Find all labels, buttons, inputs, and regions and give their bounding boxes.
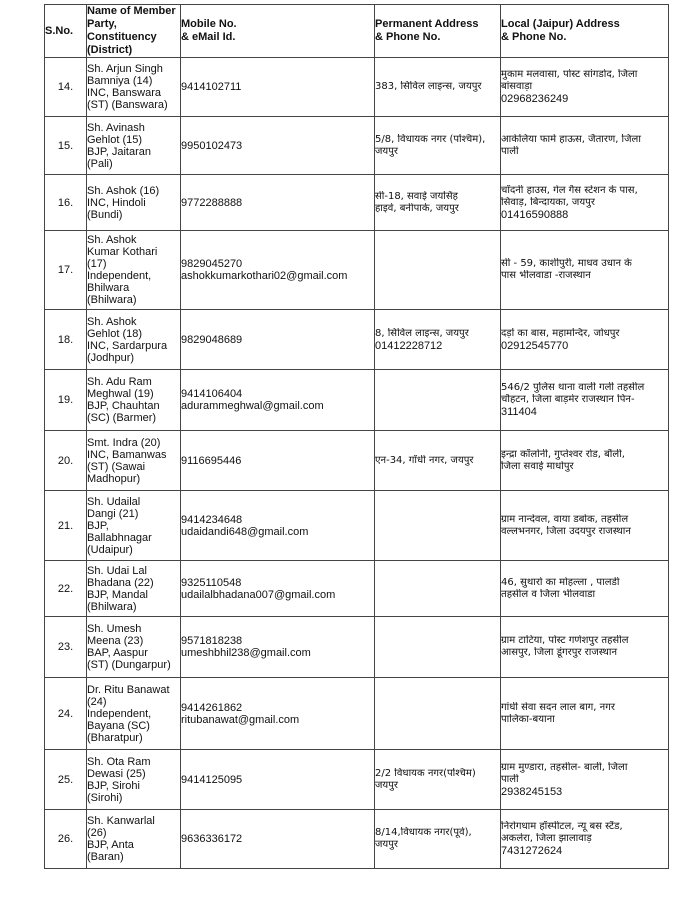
local-line: निरोगधाम हॉस्पीटल, न्यू बस स्टैंड, [501, 821, 623, 832]
header-local-line: & Phone No. [501, 31, 567, 43]
member-name-cell [87, 678, 181, 750]
permanent-address-cell [375, 617, 501, 678]
serial-number-cell: 24. [45, 678, 87, 750]
serial-number-cell: 22. [45, 561, 87, 617]
mobile-email-cell [181, 117, 375, 175]
name-line: BJP, Mandal [87, 588, 148, 601]
name-line: Independent, [87, 270, 152, 282]
local-line: गांधी सेवा सदन लाल बाग, नगर [501, 701, 615, 713]
local-line: पास भीलवाडा -राजस्थान [501, 270, 591, 281]
serial-number-cell: 20. [45, 431, 87, 491]
permanent-address-cell [375, 231, 501, 310]
name-line: Madhopur) [87, 472, 141, 485]
mobile-line: umeshbhil238@gmail.com [181, 647, 311, 659]
local-line: इन्द्रा कॉलोनी, गुप्तेश्वर रोड, बौंली, [501, 448, 625, 460]
name-line: Sh. Adu Ram [87, 376, 152, 388]
name-line: Independent, [87, 707, 152, 720]
perm-line: जयपुर [375, 839, 398, 850]
perm-line: 2/2 विधायक नगर(पश्चिम) [375, 767, 476, 779]
member-name-cell [87, 431, 181, 491]
name-line: Bhadana (22) [87, 576, 154, 589]
mobile-email-cell [181, 370, 375, 431]
name-line: Sh. Umesh [87, 623, 142, 635]
table-row [45, 231, 669, 310]
mobile-email-cell [181, 617, 375, 678]
name-line: Meghwal (19) [87, 388, 154, 400]
name-line: Ballabhnagar [87, 531, 152, 544]
name-line: INC, Banswara [87, 87, 161, 99]
mobile-line: 9116695446 [181, 454, 242, 467]
name-line: (26) [87, 827, 107, 839]
header-name [87, 5, 181, 58]
local-line: 7431272624 [501, 845, 563, 857]
members-table [44, 4, 669, 869]
name-line: Sh. Kanwarlal [87, 815, 155, 827]
name-line: (Bhilwara) [87, 600, 137, 613]
header-name-line: Constituency [87, 31, 157, 43]
permanent-address-cell [375, 750, 501, 810]
name-line: (24) [87, 695, 107, 708]
name-line: (17) [87, 258, 107, 270]
member-name-cell [87, 175, 181, 231]
permanent-address-cell [375, 58, 501, 117]
mobile-email-cell [181, 231, 375, 310]
name-line: Dewasi (25) [87, 767, 146, 780]
serial-number-cell: 19. [45, 370, 87, 431]
mobile-email-cell [181, 678, 375, 750]
perm-line: 383, सिविल लाइन्स, जयपुर [375, 81, 482, 92]
local-line: ग्राम टाटिया, पोस्ट गणेशपुर तहसील [501, 635, 629, 646]
name-line: BAP, Aaspur [87, 647, 148, 659]
mobile-email-cell [181, 810, 375, 869]
name-line: Dangi (21) [87, 507, 139, 520]
perm-line: जयपुर [375, 145, 398, 157]
member-name-cell [87, 810, 181, 869]
member-name-cell [87, 231, 181, 310]
name-line: Sh. Arjun Singh [87, 63, 163, 75]
table-row [45, 491, 669, 561]
mobile-email-cell [181, 175, 375, 231]
name-line: BJP, [87, 519, 109, 532]
name-line: Sh. Ashok [87, 315, 137, 328]
mobile-line: adurammeghwal@gmail.com [181, 400, 324, 412]
name-line: Gehlot (18) [87, 327, 143, 340]
name-line: Bhilwara [87, 282, 130, 294]
name-line: Bamniya (14) [87, 75, 153, 87]
name-line: Kumar Kothari [87, 246, 158, 258]
local-line: 311404 [501, 406, 537, 418]
mobile-email-cell [181, 491, 375, 561]
mobile-line: 9950102473 [181, 139, 243, 152]
local-address-cell [501, 370, 669, 431]
mobile-email-cell [181, 310, 375, 370]
member-name-cell [87, 617, 181, 678]
table-row [45, 175, 669, 231]
perm-line: 8, सिविल लाइन्स, जयपुर [375, 327, 469, 339]
local-address-cell [501, 58, 669, 117]
member-name-cell [87, 561, 181, 617]
permanent-address-cell [375, 561, 501, 617]
name-line: BJP, Anta [87, 839, 134, 851]
name-line: (Pali) [87, 157, 113, 170]
mobile-line: ashokkumarkothari02@gmail.com [181, 270, 348, 282]
serial-number-cell: 15. [45, 117, 87, 175]
name-line: Sh. Udai Lal [87, 564, 147, 577]
mobile-email-cell [181, 561, 375, 617]
name-line: (Sirohi) [87, 791, 123, 804]
name-line: Sh. Ashok [87, 234, 137, 246]
member-name-cell [87, 310, 181, 370]
local-line: आकेलिया फार्म हाऊस, जैतारण, जिला [501, 133, 641, 145]
member-name-cell [87, 750, 181, 810]
local-address-cell [501, 561, 669, 617]
header-perm-line: & Phone No. [375, 31, 441, 43]
member-name-cell [87, 58, 181, 117]
serial-number-cell: 23. [45, 617, 87, 678]
mobile-line: 9325110548 [181, 576, 242, 589]
table-row [45, 750, 669, 810]
local-line: सिवाड़, बिन्दायका, जयपुर [501, 196, 595, 208]
table-row [45, 310, 669, 370]
local-line: तहसील व जिला भीलवाडा [501, 588, 596, 600]
local-line: वल्लभनगर, जिला उदयपुर राजस्थान [501, 525, 631, 537]
local-line: दड़ों का बास, महामन्दिर, जोधपुर [501, 327, 620, 339]
local-line: जिला सवाई माधोपुर [501, 460, 574, 472]
name-line: (ST) (Dungarpur) [87, 659, 171, 671]
local-line: चाँदनी हाउस, गेल गैस स्टेशन के पास, [501, 184, 638, 196]
name-line: (SC) (Barmer) [87, 412, 157, 424]
header-name-line: Party, [87, 18, 117, 30]
name-line: (Bhilwara) [87, 294, 137, 306]
local-address-cell [501, 810, 669, 869]
local-address-cell [501, 310, 669, 370]
mobile-line: 9829045270 [181, 258, 243, 270]
mobile-line: udailalbhadana007@gmail.com [181, 588, 336, 601]
permanent-address-cell [375, 310, 501, 370]
local-line: पाली [501, 773, 519, 785]
header-row [45, 5, 669, 58]
permanent-address-cell [375, 431, 501, 491]
mobile-line: 9414234648 [181, 513, 243, 526]
name-line: Dr. Ritu Banawat [87, 683, 170, 696]
local-line: ग्राम मुण्डारा, तहसील- बाली, जिला [501, 761, 628, 773]
permanent-address-cell [375, 370, 501, 431]
mobile-line: 9414261862 [181, 701, 243, 714]
header-name-line: Name of Member [87, 5, 176, 17]
serial-number-cell: 16. [45, 175, 87, 231]
local-line: चौहटन, जिला बाड़मेर राजस्थान पिन- [501, 394, 635, 405]
header-local-line: Local (Jaipur) Address [501, 18, 620, 30]
name-line: (Jodhpur) [87, 351, 135, 364]
name-line: BJP, Chauhtan [87, 400, 160, 412]
header-local-address [501, 5, 669, 58]
name-line: INC, Bamanwas [87, 448, 167, 461]
table-row [45, 617, 669, 678]
name-line: INC, Hindoli [87, 196, 146, 209]
local-line: अकलेरा, जिला झालावाड़ [501, 833, 592, 844]
mobile-email-cell [181, 750, 375, 810]
perm-line: एन-34, गाँधी नगर, जयपुर [375, 454, 474, 466]
name-line: BJP, Jaitaran [87, 145, 152, 158]
serial-number-cell: 25. [45, 750, 87, 810]
name-line: (Bundi) [87, 208, 123, 221]
name-line: Sh. Ashok (16) [87, 184, 160, 197]
header-mobile-line: & eMail Id. [181, 31, 236, 43]
header-mobile-line: Mobile No. [181, 18, 237, 30]
serial-number-cell: 14. [45, 58, 87, 117]
mobile-line: 9414106404 [181, 388, 243, 400]
permanent-address-cell [375, 491, 501, 561]
local-line: पाली [501, 145, 519, 157]
local-address-cell [501, 117, 669, 175]
mobile-line: udaidandi648@gmail.com [181, 525, 309, 538]
perm-line: 8/14,विधायक नगर(पूर्व), [375, 827, 472, 838]
name-line: (ST) (Banswara) [87, 99, 168, 111]
local-line: 02912545770 [501, 339, 569, 352]
name-line: Sh. Ota Ram [87, 755, 151, 768]
name-line: Sh. Udailal [87, 495, 141, 508]
local-address-cell [501, 491, 669, 561]
name-line: (ST) (Sawai [87, 460, 146, 473]
table-row [45, 678, 669, 750]
table-row [45, 370, 669, 431]
mobile-line: 9414125095 [181, 773, 243, 786]
header-mobile [181, 5, 375, 58]
local-address-cell [501, 678, 669, 750]
perm-line: जयपुर [375, 779, 398, 791]
local-address-cell [501, 175, 669, 231]
local-address-cell [501, 231, 669, 310]
local-line: 01416590888 [501, 208, 569, 221]
member-name-cell [87, 370, 181, 431]
mobile-line: 9636336172 [181, 833, 243, 845]
perm-line: 01412228712 [375, 339, 443, 352]
header-name-line: (District) [87, 44, 133, 56]
name-line: Smt. Indra (20) [87, 436, 161, 449]
members-table-body [45, 58, 669, 869]
name-line: (Udaipur) [87, 543, 133, 556]
mobile-line: 9772288888 [181, 196, 243, 209]
local-line: आसपुर, जिला डूंगरपुर राजस्थान [501, 647, 618, 658]
header-permanent-address [375, 5, 501, 58]
member-name-cell [87, 491, 181, 561]
serial-number-cell: 26. [45, 810, 87, 869]
local-line: मुकाम मलवासा, पोस्ट सांगडोद, जिला [501, 69, 638, 80]
table-row [45, 117, 669, 175]
local-line: सी - 59, काशीपुरी, माधव उधान के [501, 258, 632, 269]
local-address-cell [501, 617, 669, 678]
header-sno: S.No. [45, 5, 87, 58]
serial-number-cell: 18. [45, 310, 87, 370]
mobile-line: 9571818238 [181, 635, 243, 647]
name-line: (Bharatpur) [87, 731, 143, 744]
mobile-email-cell [181, 58, 375, 117]
serial-number-cell: 21. [45, 491, 87, 561]
mobile-line: 9414102711 [181, 81, 242, 93]
mobile-line: 9829048689 [181, 333, 243, 346]
local-address-cell [501, 750, 669, 810]
name-line: Gehlot (15) [87, 133, 143, 146]
local-address-cell [501, 431, 669, 491]
name-line: Sh. Avinash [87, 121, 145, 134]
local-line: 46, सुथारो का मोहल्ला , पालडी [501, 576, 620, 588]
table-row [45, 58, 669, 117]
name-line: Meena (23) [87, 635, 144, 647]
permanent-address-cell [375, 117, 501, 175]
member-name-cell [87, 117, 181, 175]
mobile-line: ritubanawat@gmail.com [181, 713, 300, 726]
local-line: ग्राम नान्देवल, वाया डबोक, तहसील [501, 513, 629, 525]
header-perm-line: Permanent Address [375, 18, 479, 30]
local-line: बांसवाड़ा [501, 81, 533, 92]
table-row [45, 810, 669, 869]
name-line: Bayana (SC) [87, 719, 150, 732]
name-line: INC, Sardarpura [87, 339, 168, 352]
table-row [45, 431, 669, 491]
mobile-email-cell [181, 431, 375, 491]
local-line: 2938245153 [501, 785, 563, 798]
name-line: BJP, Sirohi [87, 779, 140, 792]
table-row [45, 561, 669, 617]
perm-line: हाइवे, बनीपार्क, जयपुर [375, 202, 459, 214]
permanent-address-cell [375, 678, 501, 750]
serial-number-cell: 17. [45, 231, 87, 310]
permanent-address-cell [375, 175, 501, 231]
perm-line: 5/8, विधायक नगर (पश्चिम), [375, 133, 486, 145]
perm-line: सी-18, सवाई जयसिंह [375, 190, 458, 202]
local-line: पालिका-बयाना [501, 713, 555, 725]
local-line: 02968236249 [501, 93, 569, 105]
permanent-address-cell [375, 810, 501, 869]
local-line: 546/2 पुलिस थाना वाली गली तहसील [501, 382, 645, 393]
name-line: (Baran) [87, 851, 124, 863]
